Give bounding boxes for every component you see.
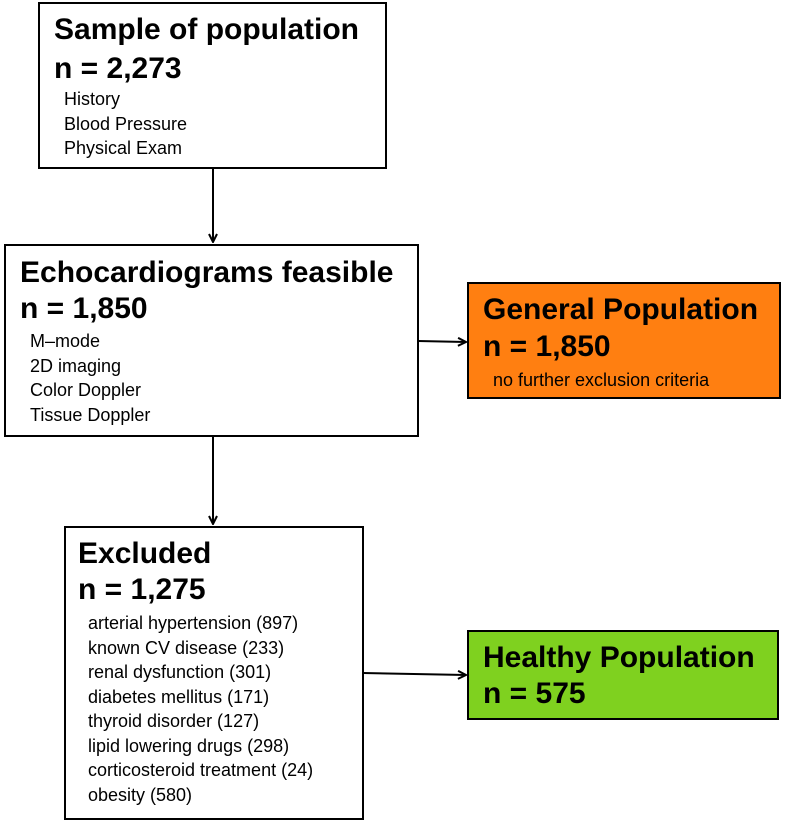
- list-item: arterial hypertension (897): [88, 613, 299, 633]
- list-item: lipid lowering drugs (298): [88, 735, 290, 756]
- sample-item-list: [64, 87, 187, 161]
- list-item: Color Doppler: [30, 380, 142, 400]
- list-item: known CV disease (233): [88, 637, 285, 658]
- list-item: diabetes mellitus (171): [88, 686, 270, 707]
- healthy-title: Healthy Population: [483, 641, 755, 674]
- list-item: renal dysfunction (301): [88, 662, 272, 682]
- sample-title: Sample of population: [54, 13, 359, 46]
- sample-box: [38, 2, 387, 169]
- list-item: corticosteroid treatment (24): [88, 760, 314, 780]
- sample-count: n = 2,273: [54, 52, 182, 85]
- list-item: Tissue Doppler: [30, 404, 151, 425]
- list-item: M–mode: [30, 331, 101, 351]
- list-item: obesity (580): [88, 784, 193, 805]
- healthy-population-box: [467, 630, 779, 720]
- excluded-count: n = 1,275: [78, 573, 206, 606]
- echo-item-list: [30, 329, 150, 427]
- general-count: n = 1,850: [483, 330, 611, 363]
- general-title: General Population: [483, 293, 759, 326]
- excluded-item-list: [88, 611, 313, 807]
- arrow-echo-to-general: [418, 341, 466, 342]
- excluded-box: [64, 526, 364, 820]
- list-item: History: [64, 89, 121, 109]
- general-population-box: [467, 282, 781, 399]
- list-item: Blood Pressure: [64, 113, 188, 134]
- excluded-title: Excluded: [78, 537, 212, 570]
- list-item: thyroid disorder (127): [88, 711, 260, 731]
- healthy-count: n = 575: [483, 677, 586, 710]
- echo-count: n = 1,850: [20, 292, 148, 325]
- echo-title: Echocardiograms feasible: [20, 256, 394, 289]
- echo-box: [4, 244, 419, 437]
- list-item: Physical Exam: [64, 138, 183, 158]
- arrow-excluded-to-healthy: [363, 673, 466, 675]
- general-note: no further exclusion criteria: [493, 370, 710, 390]
- list-item: 2D imaging: [30, 355, 122, 376]
